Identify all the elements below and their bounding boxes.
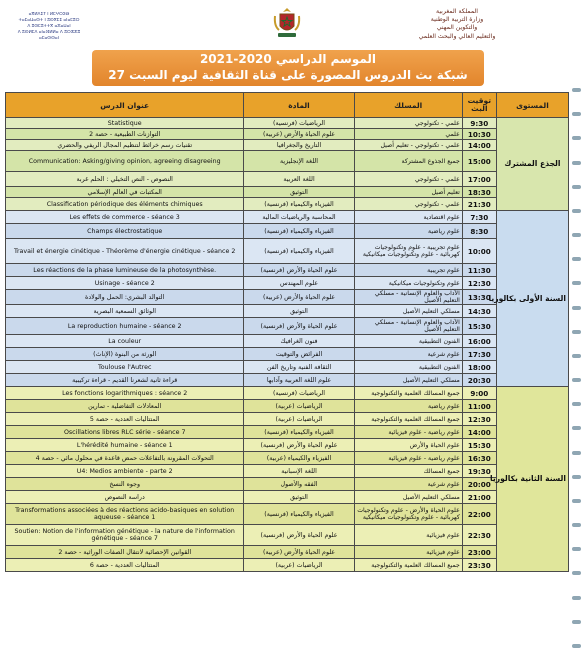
lesson-title-cell: التوازنات الطبيعية - حصة 2: [6, 129, 244, 140]
spiral-ring: [572, 547, 581, 551]
broadcast-time-cell: 11:30: [462, 264, 496, 277]
broadcast-time-cell: 11:00: [462, 400, 496, 413]
table-row: [6, 439, 569, 452]
track-cell: علوم رياضية: [354, 224, 462, 239]
column-header-time: توقيت البث: [462, 93, 496, 118]
spiral-ring: [572, 88, 581, 92]
table-row: [6, 118, 569, 129]
lesson-title-cell: وجوه النسخ: [6, 478, 244, 491]
track-cell: علوم اقتصادية: [354, 211, 462, 224]
lesson-title-cell: التحولات المقرونة بالتفاعلات حمض قاعدة في محلول مائي - حصة 4: [6, 452, 244, 465]
spiral-ring: [572, 378, 581, 382]
lesson-title-cell: المتتاليات العددية - حصة 6: [6, 559, 244, 572]
ministry-tifinagh-line: ⵜⴰⵎⴰⵡⴰⵙⵜ ⵏ ⵓⵙⴳⵎⵉ ⴰⵏⴰⵎⵓⵔ: [18, 18, 80, 23]
page-header: [0, 0, 583, 50]
lesson-title-cell: Champs électrostatique: [6, 224, 244, 239]
track-cell: علوم فيزيائية: [354, 525, 462, 546]
broadcast-time-cell: 12:30: [462, 413, 496, 426]
broadcast-time-cell: 12:30: [462, 277, 496, 290]
ministry-name-arabic: [392, 8, 522, 41]
table-row: [6, 413, 569, 426]
schedule-title-banner: [92, 50, 484, 86]
column-header-track: المسلك: [354, 93, 462, 118]
spiral-ring: [572, 596, 581, 600]
broadcast-time-cell: 14:00: [462, 426, 496, 439]
subject-cell: الرياضيات (عربية): [244, 400, 354, 413]
broadcast-time-cell: 21:00: [462, 491, 496, 504]
table-row: [6, 211, 569, 224]
notebook-spiral: [572, 88, 582, 648]
lesson-title-cell: La couleur: [6, 335, 244, 348]
track-cell: مسلكي التعليم الأصيل: [354, 491, 462, 504]
spiral-ring: [572, 233, 581, 237]
broadcast-time-cell: 9:00: [462, 387, 496, 400]
track-cell: علمي: [354, 129, 462, 140]
subject-cell: علوم الحياة والأرض (عربية): [244, 129, 354, 140]
spiral-ring: [572, 354, 581, 358]
subject-cell: الرياضيات (فرنسية): [244, 387, 354, 400]
broadcast-time-cell: 15:30: [462, 439, 496, 452]
spiral-ring: [572, 644, 581, 648]
broadcast-time-cell: 22:30: [462, 525, 496, 546]
table-row: [6, 318, 569, 335]
lesson-title-cell: المعادلات التفاضلية - تمارين: [6, 400, 244, 413]
lesson-title-cell: U4: Medios ambiente - parte 2: [6, 465, 244, 478]
table-row: [6, 361, 569, 374]
table-row: [6, 140, 569, 151]
broadcast-time-cell: 23:30: [462, 559, 496, 572]
lesson-title-cell: Statistique: [6, 118, 244, 129]
track-cell: علوم فيزيائية: [354, 546, 462, 559]
broadcast-time-cell: 8:30: [462, 224, 496, 239]
track-cell: جميع الجذوع المشتركة: [354, 151, 462, 172]
column-header-title: عنوان الدرس: [6, 93, 244, 118]
subject-cell: الفيزياء والكيمياء (فرنسية): [244, 239, 354, 264]
lesson-title-cell: التوالد البشري: الحمل والولادة: [6, 290, 244, 305]
track-cell: علمي - تكنولوجي - تعليم أصيل: [354, 140, 462, 151]
subject-cell: التوثيق: [244, 187, 354, 198]
ministry-tifinagh-line: ⴷ ⵓⵙⵎⵓⵜⵜⴳ ⴰⵣⴰⵡⴰⵏ: [27, 24, 71, 29]
lesson-title-cell: Oscillations libres RLC série - séance 7: [6, 426, 244, 439]
spiral-ring: [572, 451, 581, 455]
lesson-title-cell: Les réactions de la phase lumineuse de la photosynthèse.: [6, 264, 244, 277]
broadcast-time-cell: 18:00: [462, 361, 496, 374]
subject-cell: علوم المهندس: [244, 277, 354, 290]
lesson-title-cell: قراءة ثانية لشعرنا القديم - قراءة تركيبية: [6, 374, 244, 387]
track-cell: علمي - تكنولوجي: [354, 172, 462, 187]
spiral-ring: [572, 306, 581, 310]
table-row: [6, 426, 569, 439]
subject-cell: الرياضيات (عربية): [244, 413, 354, 426]
broadcast-time-cell: 17:00: [462, 172, 496, 187]
subject-cell: التوثيق: [244, 491, 354, 504]
broadcast-time-cell: 14:00: [462, 140, 496, 151]
broadcast-time-cell: 9:30: [462, 118, 496, 129]
subject-cell: الفرائض والتوقيت: [244, 348, 354, 361]
spiral-ring: [572, 281, 581, 285]
ministry-tifinagh-line: ⴷ ⵓⵙⵍⵎⴷ ⴰⵏⴰⴼⵍⵍⴰ ⴷ ⵓⵔⵣⵣⵓ ⴰⵎⴰⵙⵙⴰⵏ: [17, 30, 81, 41]
ministry-arabic-line: المملكة المغربية: [436, 8, 478, 15]
track-cell: علوم شرعية: [354, 478, 462, 491]
track-cell: جميع المسالك العلمية والتكنولوجية: [354, 387, 462, 400]
lesson-title-cell: Soutien: Notion de l'information génétique - la nature de l'information génétique - séance 7: [6, 525, 244, 546]
subject-cell: اللغة العربية: [244, 172, 354, 187]
subject-cell: الفيزياء والكيمياء (فرنسية): [244, 224, 354, 239]
table-row: [6, 129, 569, 140]
lesson-title-cell: المكتبات في العالم الإسلامي: [6, 187, 244, 198]
lesson-title-cell: La reproduction humaine - séance 2: [6, 318, 244, 335]
subject-cell: التوثيق: [244, 305, 354, 318]
broadcast-time-cell: 19:30: [462, 465, 496, 478]
column-header-subject: المادة: [244, 93, 354, 118]
lesson-title-cell: الوثائق السمعية البصرية: [6, 305, 244, 318]
broadcast-time-cell: 17:30: [462, 348, 496, 361]
spiral-ring: [572, 161, 581, 165]
track-cell: علوم وتكنولوجيات ميكانيكية: [354, 277, 462, 290]
subject-cell: علوم الحياة والأرض (عربية): [244, 546, 354, 559]
subject-cell: التاريخ والجغرافيا: [244, 140, 354, 151]
ministry-name-tifinagh: [14, 12, 84, 42]
column-header-level: المستوى: [496, 93, 568, 118]
track-cell: علوم رياضية - علوم فيزيائية: [354, 426, 462, 439]
spiral-ring: [572, 330, 581, 334]
ministry-arabic-line: والتكوين المهني: [436, 24, 478, 32]
subject-cell: الرياضيات (عربية): [244, 559, 354, 572]
ministry-arabic-line: وزارة التربية الوطنية: [430, 16, 484, 24]
table-row: [6, 465, 569, 478]
broadcast-time-cell: 10:30: [462, 129, 496, 140]
spiral-ring: [572, 426, 581, 430]
track-cell: جميع المسالك العلمية والتكنولوجية: [354, 413, 462, 426]
broadcast-schedule-title: شبكة بث الدروس المصورة على قناة الثقافية ليوم السبت 27: [108, 68, 468, 82]
lesson-title-cell: Toulouse l'Autrec: [6, 361, 244, 374]
spiral-ring: [572, 499, 581, 503]
subject-cell: الفيزياء والكيمياء (عربية): [244, 452, 354, 465]
lesson-title-cell: Classification périodique des éléments chimiques: [6, 198, 244, 211]
table-row: [6, 187, 569, 198]
track-cell: الآداب والعلوم الإنسانية - مسلكي التعليم الأصيل: [354, 290, 462, 305]
lesson-title-cell: النصوص - النص التخيلي : الحلم غربة: [6, 172, 244, 187]
broadcast-time-cell: 14:30: [462, 305, 496, 318]
track-cell: مسلكي التعليم الأصيل: [354, 305, 462, 318]
broadcast-time-cell: 23:00: [462, 546, 496, 559]
level-cell: السنة الثانية بكالوريا: [496, 387, 568, 572]
broadcast-time-cell: 10:00: [462, 239, 496, 264]
moroccan-coat-of-arms-icon: [272, 6, 302, 40]
track-cell: تعليم أصيل: [354, 187, 462, 198]
track-cell: جميع المسالك العلمية والتكنولوجية: [354, 559, 462, 572]
subject-cell: علوم الحياة والأرض (فرنسية): [244, 439, 354, 452]
broadcast-time-cell: 22:00: [462, 504, 496, 525]
table-row: [6, 198, 569, 211]
subject-cell: الفقه والأصول: [244, 478, 354, 491]
spiral-ring: [572, 475, 581, 479]
track-cell: جميع المسالك: [354, 465, 462, 478]
subject-cell: الرياضيات (فرنسية): [244, 118, 354, 129]
table-row: [6, 387, 569, 400]
track-cell: الفنون التطبيقية: [354, 335, 462, 348]
table-row: [6, 525, 569, 546]
spiral-ring: [572, 620, 581, 624]
lesson-title-cell: L'hérédité humaine - séance 1: [6, 439, 244, 452]
spiral-ring: [572, 523, 581, 527]
subject-cell: علوم الحياة والأرض (عربية): [244, 290, 354, 305]
spiral-ring: [572, 185, 581, 189]
table-row: [6, 239, 569, 264]
broadcast-time-cell: 20:00: [462, 478, 496, 491]
table-row: [6, 335, 569, 348]
table-row: [6, 305, 569, 318]
lesson-title-cell: تقنيات رسم خرائط لتنظيم المجال الريفي والحضري: [6, 140, 244, 151]
subject-cell: علوم الحياة والأرض (فرنسية): [244, 525, 354, 546]
track-cell: علوم شرعية: [354, 348, 462, 361]
broadcast-time-cell: 18:30: [462, 187, 496, 198]
track-cell: مسلكي التعليم الأصيل: [354, 374, 462, 387]
broadcast-time-cell: 16:00: [462, 335, 496, 348]
lesson-title-cell: Usinage - séance 2: [6, 277, 244, 290]
table-row: [6, 224, 569, 239]
track-cell: علوم الحياة والأرض - علوم وتكنولوجيات كهربائية - علوم وتكنولوجيات ميكانيكية: [354, 504, 462, 525]
track-cell: علوم رياضية: [354, 400, 462, 413]
subject-cell: الفيزياء والكيمياء (فرنسية): [244, 504, 354, 525]
lesson-title-cell: الورثة من البنوة (الإناث): [6, 348, 244, 361]
lesson-title-cell: Les fonctions logarithmiques : séance 2: [6, 387, 244, 400]
level-cell: السنة الأولى بكالوريا: [496, 211, 568, 387]
spiral-ring: [572, 209, 581, 213]
broadcast-time-cell: 7:30: [462, 211, 496, 224]
table-row: [6, 491, 569, 504]
broadcast-schedule-table: [5, 92, 569, 572]
table-row: [6, 290, 569, 305]
subject-cell: فنون الغرافيك: [244, 335, 354, 348]
lesson-title-cell: Travail et énergie cinétique - Théorème d'énergie cinétique - séance 2: [6, 239, 244, 264]
subject-cell: المحاسبة والرياضيات المالية: [244, 211, 354, 224]
broadcast-time-cell: 16:30: [462, 452, 496, 465]
subject-cell: علوم اللغة العربية وآدابها: [244, 374, 354, 387]
subject-cell: الثقافة الفنية وتاريخ الفن: [244, 361, 354, 374]
table-row: [6, 478, 569, 491]
track-cell: الآداب والعلوم الإنسانية - مسلكي التعليم الأصيل: [354, 318, 462, 335]
subject-cell: علوم الحياة والأرض (فرنسية): [244, 264, 354, 277]
track-cell: علمي - تكنولوجي: [354, 118, 462, 129]
table-header-row: [6, 93, 569, 118]
spiral-ring: [572, 136, 581, 140]
ministry-arabic-line: والتعليم العالي والبحث العلمي: [418, 32, 496, 40]
track-cell: علوم رياضية - علوم فيزيائية: [354, 452, 462, 465]
table-row: [6, 374, 569, 387]
track-cell: علوم تجريبية: [354, 264, 462, 277]
broadcast-time-cell: 13:30: [462, 290, 496, 305]
table-row: [6, 172, 569, 187]
lesson-title-cell: Transformations associées à des réactions acido-basiques en solution aqueuse - séance 1: [6, 504, 244, 525]
table-row: [6, 452, 569, 465]
broadcast-time-cell: 20:30: [462, 374, 496, 387]
subject-cell: الفيزياء والكيمياء (فرنسية): [244, 198, 354, 211]
track-cell: علوم الحياة والأرض: [354, 439, 462, 452]
lesson-title-cell: المتتاليات العددية - حصة 5: [6, 413, 244, 426]
table-row: [6, 504, 569, 525]
table-row: [6, 546, 569, 559]
table-row: [6, 348, 569, 361]
spiral-ring: [572, 257, 581, 261]
spiral-ring: [572, 402, 581, 406]
track-cell: علوم تجريبية - علوم وتكنولوجيات كهربائية - علوم وتكنولوجيات ميكانيكية: [354, 239, 462, 264]
level-cell: الجذع المشترك: [496, 118, 568, 211]
table-row: [6, 151, 569, 172]
schedule-body: [6, 118, 569, 572]
school-year-title: الموسم الدراسي 2020-2021: [199, 52, 377, 66]
spiral-ring: [572, 112, 581, 116]
broadcast-time-cell: 15:30: [462, 318, 496, 335]
table-row: [6, 400, 569, 413]
broadcast-time-cell: 21:30: [462, 198, 496, 211]
lesson-title-cell: دراسة النصوص: [6, 491, 244, 504]
ministry-tifinagh-line: ⴰⴳⵍⴷⵉⵢ ⵏ ⵍⵎⵖⵔⵉⴱ: [28, 12, 70, 17]
lesson-title-cell: Communication: Asking/giving opinion, agreeing disagreeing: [6, 151, 244, 172]
table-row: [6, 559, 569, 572]
track-cell: الفنون التطبيقية: [354, 361, 462, 374]
subject-cell: اللغة الإسبانية: [244, 465, 354, 478]
table-row: [6, 264, 569, 277]
lesson-title-cell: القوانين الإحصائية لانتقال الصفات الوراثية - حصة 2: [6, 546, 244, 559]
table-row: [6, 277, 569, 290]
lesson-title-cell: Les effets de commerce - séance 3: [6, 211, 244, 224]
spiral-ring: [572, 571, 581, 575]
subject-cell: اللغة الإنجليزية: [244, 151, 354, 172]
subject-cell: علوم الحياة والأرض (فرنسية): [244, 318, 354, 335]
track-cell: علمي - تكنولوجي: [354, 198, 462, 211]
broadcast-time-cell: 15:00: [462, 151, 496, 172]
subject-cell: الفيزياء والكيمياء (فرنسية): [244, 426, 354, 439]
